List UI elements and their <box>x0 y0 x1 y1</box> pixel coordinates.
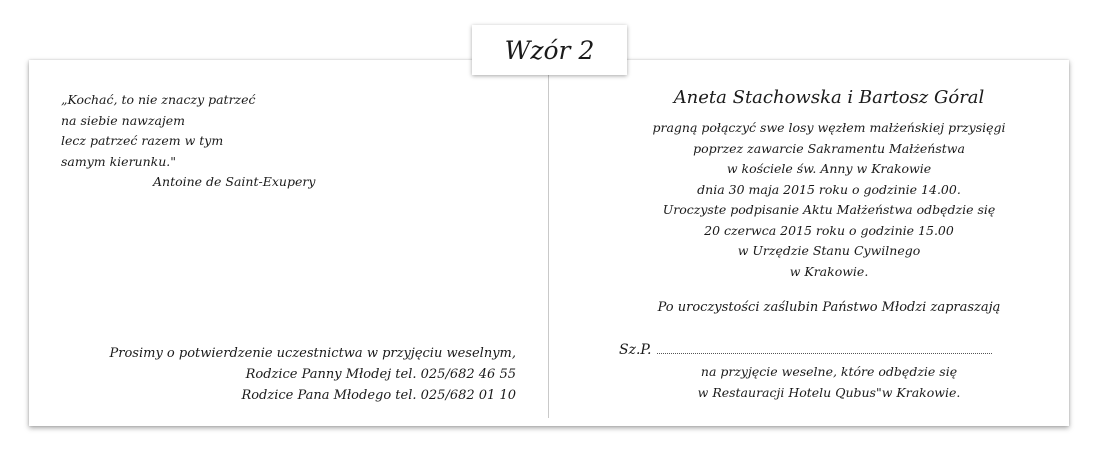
quote-line: lecz patrzeć razem w tym <box>61 133 224 148</box>
quote-line: samym kierunku." <box>61 153 177 169</box>
announcement-block <box>589 85 1049 318</box>
guest-label: Sz.P. <box>619 342 652 358</box>
detail-line: w Urzędzie Stanu Cywilnego <box>737 243 921 258</box>
reception-line: na przyjęcie weselne, które odbędzie się <box>700 364 958 379</box>
quote-line: na siebie nawzajem <box>61 112 186 128</box>
detail-line: w kościele św. Anny w Krakowie <box>726 161 932 176</box>
invitation-line: Po uroczystości zaślubin Państwo Młodzi zapraszają <box>657 300 1001 315</box>
reception-line: w Restauracji Hotelu Qubus"w Krakowie. <box>697 384 961 400</box>
quote-block <box>61 90 361 193</box>
quote-author: Antoine de Saint-Exupery <box>153 174 316 189</box>
reception-block <box>629 362 1029 403</box>
guest-name-field <box>619 340 1019 360</box>
quote-line: „Kochać, to nie znaczy patrzeć <box>61 92 256 107</box>
guest-dotted-line <box>657 341 992 354</box>
rsvp-bride-parents: Rodzice Panny Młodej tel. 025/682 46 55 <box>245 367 516 382</box>
rsvp-groom-parents: Rodzice Pana Młodego tel. 025/682 01 10 <box>241 388 516 403</box>
card-fold-line <box>548 74 549 418</box>
invitation-card <box>29 60 1069 426</box>
couple-names: Aneta Stachowska i Bartosz Góral <box>673 87 985 108</box>
tab-label-text: Wzór 2 <box>504 35 595 65</box>
detail-line: poprzez zawarcie Sakramentu Małżeństwa <box>693 140 965 156</box>
detail-line: 20 czerwca 2015 roku o godzinie 15.00 <box>704 222 954 238</box>
rsvp-block <box>36 343 516 406</box>
rsvp-line: Prosimy o potwierdzenie uczestnictwa w przyjęciu weselnym, <box>109 346 516 361</box>
detail-line: pragną połączyć swe losy węzłem małżeńskiej przysięgi <box>652 120 1006 135</box>
template-tab-label[interactable] <box>472 25 627 75</box>
detail-line: w Krakowie. <box>789 263 869 279</box>
detail-line: Uroczyste podpisanie Aktu Małżeństwa odbędzie się <box>662 202 996 217</box>
ceremony-details <box>609 118 1049 282</box>
detail-line: dnia 30 maja 2015 roku o godzinie 14.00. <box>697 181 961 197</box>
